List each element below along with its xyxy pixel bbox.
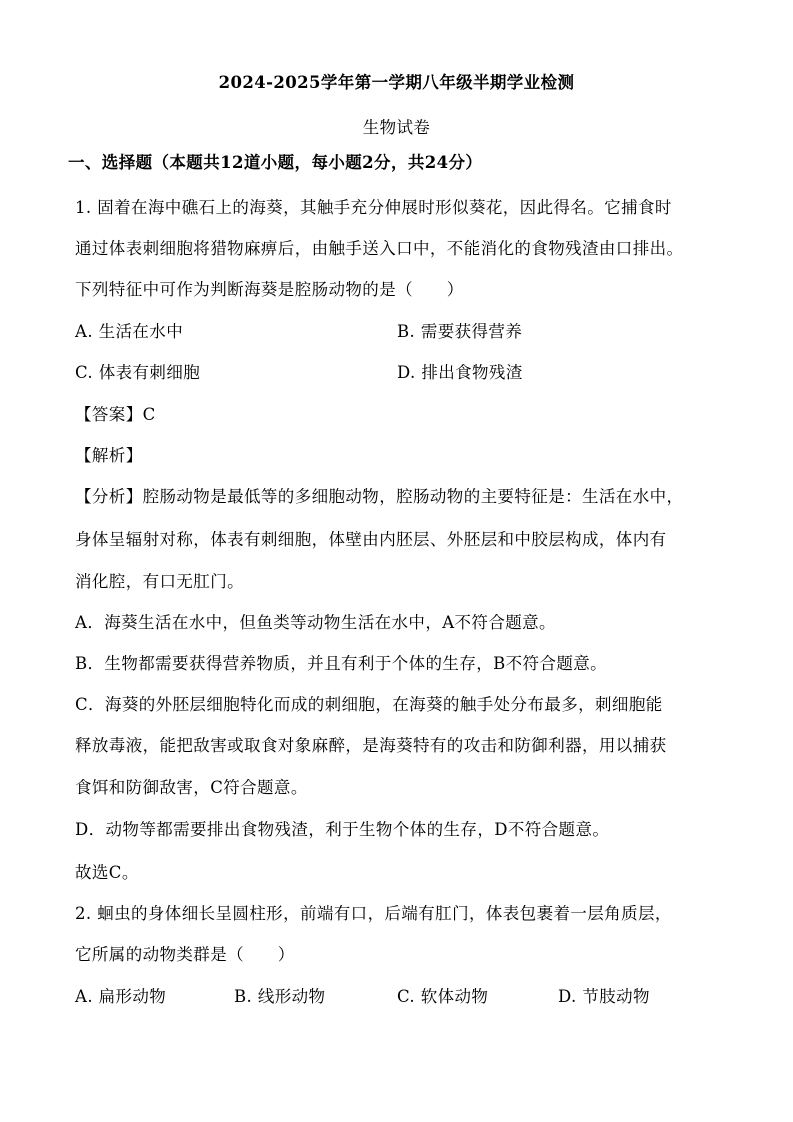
exam-subtitle: 生物试卷 xyxy=(362,118,431,137)
q1-explanation-line: B．生物都需要获得营养物质，并且有利于个体的生存，B不符合题意。 xyxy=(75,654,608,673)
q2-option-d: D. 节肢动物 xyxy=(558,987,650,1006)
q2-stem-line: 它所属的动物类群是（ ） xyxy=(75,945,295,964)
q1-conclusion: 故选C。 xyxy=(75,863,139,882)
section-heading: 一、选择题（本题共12道小题，每小题2分，共24分） xyxy=(68,153,483,172)
q1-explanation-line: 释放毒液，能把敌害或取食对象麻醉，是海葵特有的攻击和防御利器，用以捕获 xyxy=(75,736,667,755)
q1-answer: 【答案】C xyxy=(75,405,156,424)
q1-stem-line: 1. 固着在海中礁石上的海葵，其触手充分伸展时形似葵花，因此得名。它捕食时 xyxy=(75,198,672,217)
q1-explanation-line: A．海葵生活在水中，但鱼类等动物生活在水中，A不符合题意。 xyxy=(75,613,556,632)
q1-option-b: B. 需要获得营养 xyxy=(397,322,523,341)
q1-option-a: A. 生活在水中 xyxy=(75,322,184,341)
q2-option-c: C. 软体动物 xyxy=(397,987,489,1006)
q1-option-d: D. 排出食物残渣 xyxy=(397,363,523,382)
q1-stem-line: 通过体表刺细胞将猎物麻痹后，由触手送入口中，不能消化的食物残渣由口排出。 xyxy=(75,239,684,258)
q1-explanation-line: 【分析】腔肠动物是最低等的多细胞动物，腔肠动物的主要特征是：生活在水中， xyxy=(75,487,684,506)
q2-option-b: B. 线形动物 xyxy=(234,987,326,1006)
q1-option-c: C. 体表有刺细胞 xyxy=(75,363,201,382)
q1-explanation-line: D．动物等都需要排出食物残渣，利于生物个体的生存，D不符合题意。 xyxy=(75,820,610,839)
exam-title: 2024-2025学年第一学期八年级半期学业检测 xyxy=(218,73,575,92)
q1-analysis-label: 【解析】 xyxy=(75,446,143,465)
q1-explanation-line: 消化腔，有口无肛门。 xyxy=(75,572,244,591)
q1-stem-line: 下列特征中可作为判断海葵是腔肠动物的是（ ） xyxy=(75,280,464,299)
q2-option-a: A. 扁形动物 xyxy=(75,987,167,1006)
q1-explanation-line: C．海葵的外胚层细胞特化而成的刺细胞，在海葵的触手处分布最多，刺细胞能 xyxy=(75,695,663,714)
q1-explanation-line: 身体呈辐射对称，体表有刺细胞，体壁由内胚层、外胚层和中胶层构成，体内有 xyxy=(75,530,667,549)
q2-stem-line: 2. 蛔虫的身体细长呈圆柱形，前端有口，后端有肛门，体表包裹着一层角质层， xyxy=(75,904,672,923)
q1-explanation-line: 食饵和防御敌害，C符合题意。 xyxy=(75,778,308,797)
